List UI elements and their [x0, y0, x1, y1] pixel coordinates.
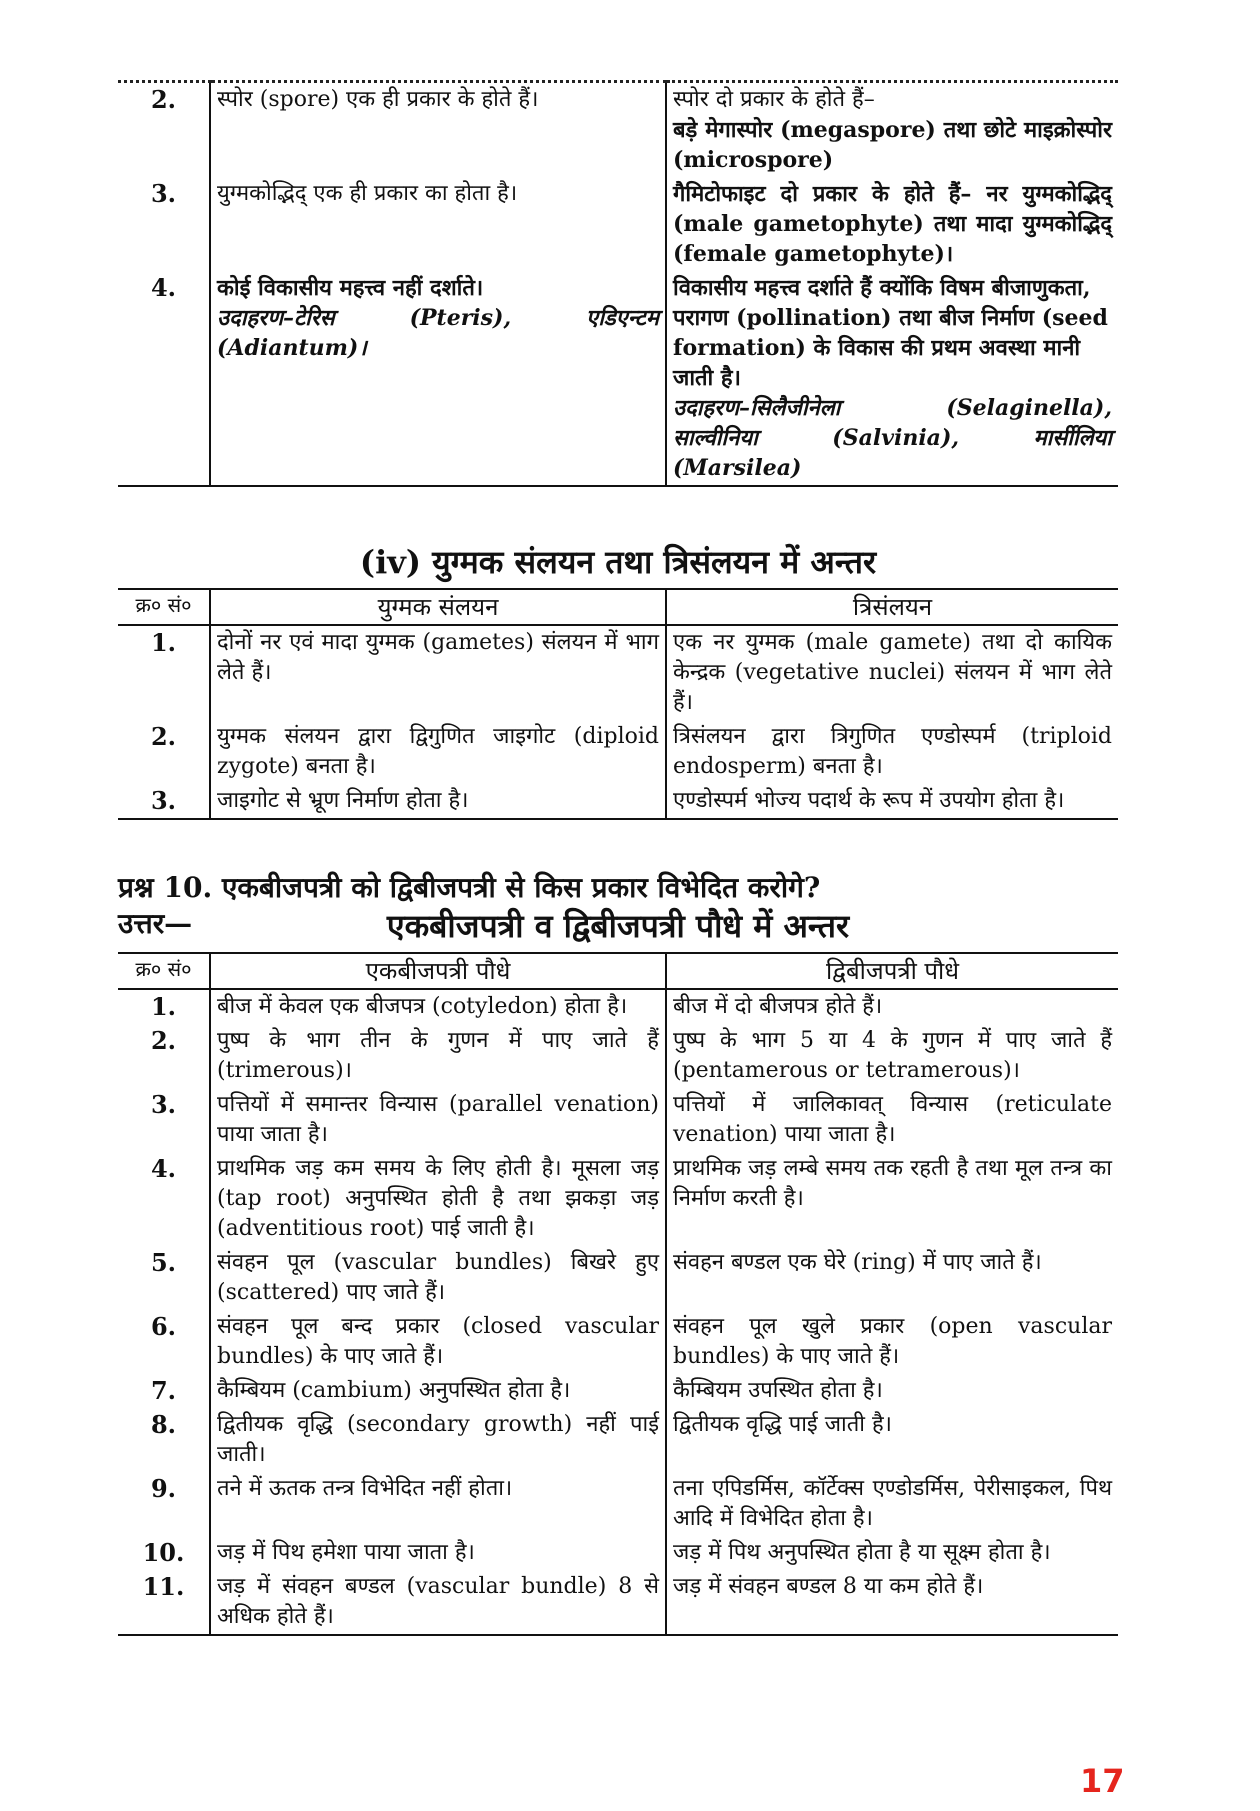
- left-cell: बीज में केवल एक बीजपत्र (cotyledon) होता है।: [210, 989, 666, 1024]
- spore-comparison-table: [118, 80, 1118, 487]
- right-cell-text: विकासीय महत्त्व दर्शाते हैं क्योंकि विषम बीजाणुकता, परागण (pollination) तथा बीज निर्माण (seed formation) के विकास की प्रथम अवस्था मानी जाती है।: [673, 275, 1108, 391]
- example-word: (Pteris),: [409, 305, 512, 331]
- left-cell: जाइगोट से भ्रूण निर्माण होता है।: [210, 784, 666, 819]
- table-header-row: [118, 953, 1118, 989]
- table-row: [118, 1374, 1118, 1408]
- row-number: 1.: [150, 992, 177, 1021]
- left-cell: तने में ऊतक तन्त्र विभेदित नहीं होता।: [210, 1472, 666, 1536]
- row-number: 6.: [150, 1312, 177, 1341]
- row-number: 7.: [150, 1376, 177, 1405]
- row-number: 11.: [118, 1570, 210, 1635]
- example-word: साल्वीनिया: [673, 425, 758, 451]
- right-cell: संवहन पूल खुले प्रकार (open vascular bundles) के पाए जाते हैं।: [666, 1310, 1118, 1374]
- left-cell: पुष्प के भाग तीन के गुणन में पाए जाते हैं (trimerous)।: [210, 1024, 666, 1088]
- left-cell: संवहन पूल बन्द प्रकार (closed vascular bundles) के पाए जाते हैं।: [210, 1310, 666, 1374]
- right-cell: द्वितीयक वृद्धि पाई जाती है।: [666, 1408, 1118, 1472]
- example-word: (Adiantum)।: [217, 335, 367, 361]
- row-number: 4.: [150, 1154, 177, 1183]
- right-cell: एण्डोस्पर्म भोज्य पदार्थ के रूप में उपयोग होता है।: [666, 784, 1118, 819]
- table-row: [118, 1408, 1118, 1472]
- table-row: [118, 1246, 1118, 1310]
- right-cell: बीज में दो बीजपत्र होते हैं।: [666, 989, 1118, 1024]
- row-number: 3.: [150, 179, 177, 208]
- example-word: (Selaginella),: [946, 395, 1112, 421]
- table-row: [118, 1536, 1118, 1570]
- example-line: [217, 303, 659, 333]
- left-cell: संवहन पूल (vascular bundles) बिखरे हुए (scattered) पाए जाते हैं।: [210, 1246, 666, 1310]
- row-number: 3.: [150, 1090, 177, 1119]
- row-number: 3.: [118, 784, 210, 819]
- table-row: [118, 1310, 1118, 1374]
- left-cell: युग्मक संलयन द्वारा द्विगुणित जाइगोट (diploid zygote) बनता है।: [210, 720, 666, 784]
- right-cell-text: बड़े मेगास्पोर (megaspore) तथा छोटे माइक्रोस्पोर (microspore): [673, 117, 1112, 173]
- right-cell: जड़ में संवहन बण्डल 8 या कम होते हैं।: [666, 1570, 1118, 1635]
- left-cell: जड़ में पिथ हमेशा पाया जाता है।: [210, 1536, 666, 1570]
- example-word: मार्सीलिया: [1033, 425, 1112, 451]
- table-row: [118, 271, 1118, 486]
- table-row: [118, 82, 1118, 178]
- left-cell: युग्मकोद्भिद् एक ही प्रकार का होता है।: [210, 177, 666, 271]
- right-cell-text: स्पोर दो प्रकार के होते हैं–: [673, 87, 875, 112]
- right-cell: संवहन बण्डल एक घेरे (ring) में पाए जाते हैं।: [666, 1246, 1118, 1310]
- row-number: 1.: [150, 628, 177, 657]
- example-word: (Salvinia),: [832, 425, 960, 451]
- table-row: [118, 1472, 1118, 1536]
- row-number: 9.: [150, 1474, 177, 1503]
- section-iv-title: (iv) युग्मक संलयन तथा त्रिसंलयन में अन्तर: [359, 543, 877, 581]
- table-row: [118, 1570, 1118, 1635]
- table-row: [118, 1024, 1118, 1088]
- answer-line: [118, 904, 1118, 948]
- row-number: 4.: [118, 271, 210, 486]
- right-cell: पत्तियों में जालिकावत् विन्यास (reticulate venation) पाया जाता है।: [666, 1088, 1118, 1152]
- left-cell: [210, 271, 666, 486]
- left-cell: स्पोर (spore) एक ही प्रकार के होते हैं।: [210, 82, 666, 178]
- serial-header: क्र० सं०: [118, 953, 210, 989]
- left-cell: द्वितीयक वृद्धि (secondary growth) नहीं पाई जाती।: [210, 1408, 666, 1472]
- page-number: 17: [1080, 1762, 1125, 1800]
- row-number: 8.: [150, 1410, 177, 1439]
- left-cell: दोनों नर एवं मादा युग्मक (gametes) संलयन में भाग लेते हैं।: [210, 625, 666, 720]
- column-header: एकबीजपत्री पौधे: [210, 953, 666, 989]
- left-cell: पत्तियों में समान्तर विन्यास (parallel venation) पाया जाता है।: [210, 1088, 666, 1152]
- table-row: [118, 625, 1118, 720]
- right-cell: प्राथमिक जड़ लम्बे समय तक रहती है तथा मूल तन्त्र का निर्माण करती है।: [666, 1152, 1118, 1246]
- example-word: एडिएन्टम: [586, 305, 659, 331]
- row-number: 2.: [150, 722, 177, 751]
- example-word: (Marsilea): [673, 455, 802, 481]
- row-number: 2.: [150, 1026, 177, 1055]
- example-line: [673, 423, 1112, 453]
- left-cell: कैम्बियम (cambium) अनुपस्थित होता है।: [210, 1374, 666, 1408]
- right-cell: [666, 82, 1118, 178]
- table-row: [118, 177, 1118, 271]
- example-line: [673, 393, 1112, 423]
- table-row: [118, 1088, 1118, 1152]
- right-cell: एक नर युग्मक (male gamete) तथा दो कायिक केन्द्रक (vegetative nuclei) संलयन में भाग लेते हैं।: [666, 625, 1118, 720]
- row-number: 10.: [142, 1538, 185, 1567]
- serial-header: क्र० सं०: [118, 589, 210, 625]
- left-cell-text: कोई विकासीय महत्त्व नहीं दर्शाते।: [217, 275, 484, 301]
- row-number: 5.: [150, 1248, 177, 1277]
- fusion-comparison-table: [118, 588, 1118, 820]
- right-cell: जड़ में पिथ अनुपस्थित होता है या सूक्ष्म होता है।: [666, 1536, 1118, 1570]
- right-cell: गैमिटोफाइट दो प्रकार के होते हैं– नर युग्मकोद्भिद् (male gametophyte) तथा मादा युग्मकोद्भिद् (female gametophyte)।: [666, 177, 1118, 271]
- question-text: प्रश्न 10. एकबीजपत्री को द्विबीजपत्री से किस प्रकार विभेदित करोगे?: [118, 871, 821, 904]
- table-row: [118, 784, 1118, 819]
- table-row: [118, 720, 1118, 784]
- example-word: उदाहरण–सिलैजीनेला: [673, 395, 841, 421]
- right-cell: [666, 271, 1118, 486]
- row-number: 2.: [118, 82, 210, 178]
- answer-label: उत्तर—: [118, 907, 193, 940]
- table-header-row: [118, 589, 1118, 625]
- column-header: युग्मक संलयन: [210, 589, 666, 625]
- right-cell: त्रिसंलयन द्वारा त्रिगुणित एण्डोस्पर्म (triploid endosperm) बनता है।: [666, 720, 1118, 784]
- answer-title: एकबीजपत्री व द्विबीजपत्री पौधे में अन्तर: [386, 907, 850, 945]
- right-cell: तना एपिडर्मिस, कॉर्टेक्स एण्डोडर्मिस, पेरीसाइकल, पिथ आदि में विभेदित होता है।: [666, 1472, 1118, 1536]
- column-header: द्विबीजपत्री पौधे: [666, 953, 1118, 989]
- example-word: उदाहरण–टेरिस: [217, 305, 335, 331]
- monocot-dicot-table: [118, 952, 1118, 1636]
- right-cell: पुष्प के भाग 5 या 4 के गुणन में पाए जाते हैं (pentamerous or tetramerous)।: [666, 1024, 1118, 1088]
- left-cell: जड़ में संवहन बण्डल (vascular bundle) 8 से अधिक होते हैं।: [210, 1570, 666, 1635]
- right-cell: कैम्बियम उपस्थित होता है।: [666, 1374, 1118, 1408]
- column-header: त्रिसंलयन: [666, 589, 1118, 625]
- table-row: [118, 1152, 1118, 1246]
- table-row: [118, 989, 1118, 1024]
- left-cell: प्राथमिक जड़ कम समय के लिए होती है। मूसला जड़ (tap root) अनुपस्थित होती है तथा झकड़ा जड़ (adventitious root) पाई जाती है।: [210, 1152, 666, 1246]
